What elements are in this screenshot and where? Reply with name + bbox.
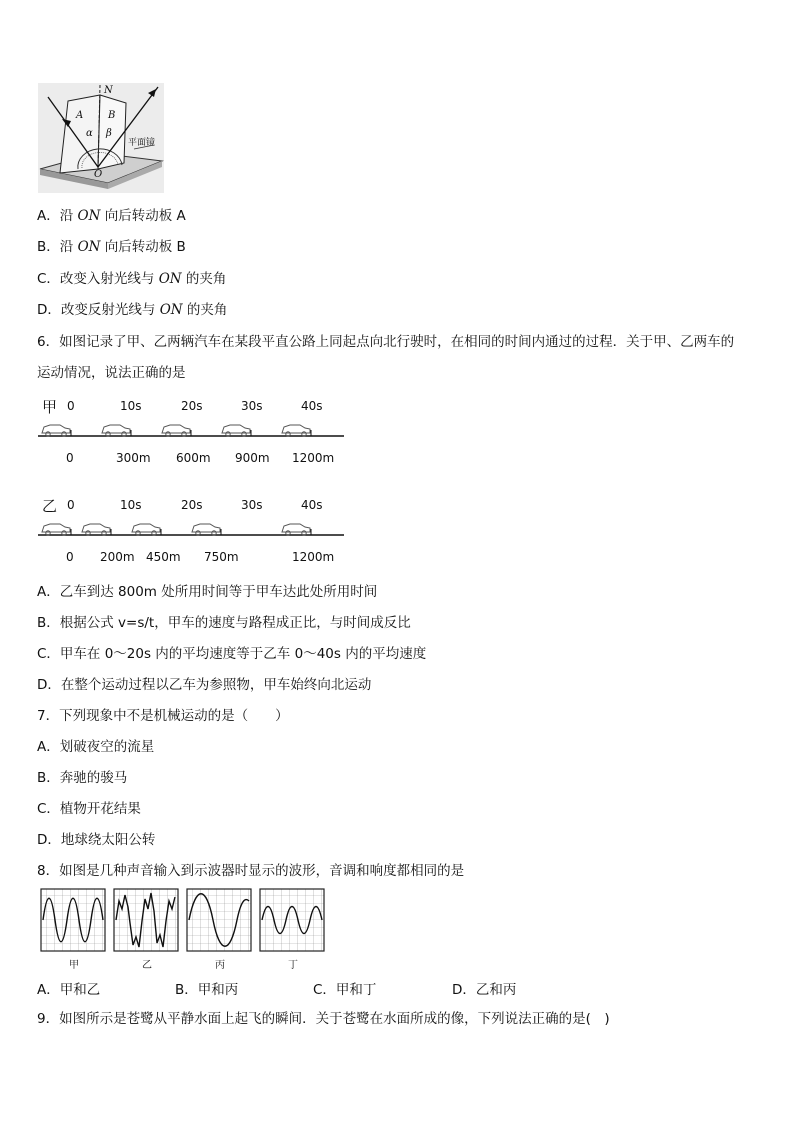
mirror-label: 平面镜: [128, 138, 156, 148]
car-b-icon-1: [82, 524, 110, 535]
car-a-name: 甲: [42, 398, 58, 416]
car-b-time-3: 30s: [241, 498, 263, 512]
car-b-icon-3: [192, 524, 220, 535]
car-b-name: 乙: [42, 497, 58, 515]
normal-label: N: [104, 85, 113, 96]
board-a-label: A: [76, 110, 84, 121]
car-a-icon-4: [282, 425, 310, 436]
oscilloscope-waveforms-figure: [38, 887, 328, 969]
q5-option-d: D．改变反射光线与 ON 的夹角: [37, 302, 228, 318]
car-b-time-4: 40s: [301, 498, 323, 512]
beta-label: β: [106, 128, 112, 139]
car-b-road: [38, 517, 348, 541]
q8-option-a: A．甲和乙: [37, 982, 101, 998]
wave-label-c: 丙: [215, 960, 225, 971]
car-b-distance-4: 1200m: [292, 550, 335, 564]
car-a-road: [38, 418, 348, 442]
car-b-time-0: 0: [67, 498, 75, 512]
q5-option-c-symbol: ON: [158, 271, 182, 287]
car-b-track-figure: [38, 495, 348, 567]
car-a-time-4: 40s: [301, 399, 323, 413]
q5-option-b: B．沿 ON 向后转动板 B: [37, 239, 186, 255]
oscilloscope-waveforms: [38, 887, 328, 957]
wave-panel-a: [41, 889, 105, 951]
q7-option-b: B．奔驰的骏马: [37, 770, 128, 786]
car-b-distance-1: 200m: [100, 550, 135, 564]
q7-option-d: D．地球绕太阳公转: [37, 832, 156, 848]
car-b-time-1: 10s: [120, 498, 142, 512]
car-b-distance-3: 750m: [204, 550, 239, 564]
q5-option-c: C．改变入射光线与 ON 的夹角: [37, 271, 227, 287]
q6-option-c: C．甲车在 0～20s 内的平均速度等于乙车 0～40s 内的平均速度: [37, 646, 427, 662]
q9-stem: 9．如图所示是苍鹭从平静水面上起飞的瞬间．关于苍鹭在水面所成的像，下列说法正确的是( ): [37, 1011, 610, 1027]
reflection-apparatus-figure: [38, 83, 164, 193]
car-b-icon-4: [282, 524, 310, 535]
car-a-distance-4: 1200m: [292, 451, 335, 465]
q5-option-d-symbol: ON: [159, 302, 183, 318]
q7-option-a: A．划破夜空的流星: [37, 739, 155, 755]
car-a-icon-1: [102, 425, 130, 436]
wave-panel-b: [114, 889, 178, 951]
car-a-time-1: 10s: [120, 399, 142, 413]
car-a-icon-0: [42, 425, 70, 436]
car-a-time-3: 30s: [241, 399, 263, 413]
q6-stem-line1: 6．如图记录了甲、乙两辆汽车在某段平直公路上同起点向北行驶时，在相同的时间内通过的过程．关于甲、乙两车的: [37, 334, 735, 350]
q8-option-b: B．甲和丙: [175, 982, 239, 998]
alpha-label: α: [86, 128, 93, 139]
car-a-distance-1: 300m: [116, 451, 151, 465]
q5-option-b-symbol: ON: [77, 239, 101, 255]
wave-label-d: 丁: [288, 960, 298, 971]
car-a-icon-3: [222, 425, 250, 436]
car-b-icon-2: [132, 524, 160, 535]
car-a-time-2: 20s: [181, 399, 203, 413]
car-a-distance-3: 900m: [235, 451, 270, 465]
car-b-distance-2: 450m: [146, 550, 181, 564]
car-a-distance-2: 600m: [176, 451, 211, 465]
car-b-icon-0: [42, 524, 70, 535]
q8-option-c: C．甲和丁: [313, 982, 377, 998]
q6-option-d: D．在整个运动过程以乙车为参照物，甲车始终向北运动: [37, 677, 372, 693]
car-b-distance-0: 0: [66, 550, 74, 564]
board-b-label: B: [108, 110, 116, 121]
wave-panel-c: [187, 889, 251, 951]
car-a-icon-2: [162, 425, 190, 436]
q6-option-a: A．乙车到达 800m 处所用时间等于甲车达此处所用时间: [37, 584, 378, 600]
car-a-track-figure: [38, 396, 348, 468]
wave-label-b: 乙: [142, 960, 152, 971]
car-a-distance-0: 0: [66, 451, 74, 465]
q7-stem: 7．下列现象中不是机械运动的是（ ）: [37, 708, 289, 724]
point-o-label: O: [94, 169, 103, 180]
q8-stem: 8．如图是几种声音输入到示波器时显示的波形，音调和响度都相同的是: [37, 863, 465, 879]
q6-option-b: B．根据公式 v=s/t，甲车的速度与路程成正比，与时间成反比: [37, 615, 411, 631]
q5-option-a: A．沿 ON 向后转动板 A: [37, 208, 186, 224]
q6-stem-line2: 运动情况，说法正确的是: [37, 365, 186, 381]
car-a-time-0: 0: [67, 399, 75, 413]
wave-panel-d: [260, 889, 324, 951]
wave-label-a: 甲: [69, 960, 79, 971]
q7-option-c: C．植物开花结果: [37, 801, 141, 817]
q8-option-d: D．乙和丙: [452, 982, 517, 998]
q5-option-a-symbol: ON: [77, 208, 101, 224]
car-b-time-2: 20s: [181, 498, 203, 512]
